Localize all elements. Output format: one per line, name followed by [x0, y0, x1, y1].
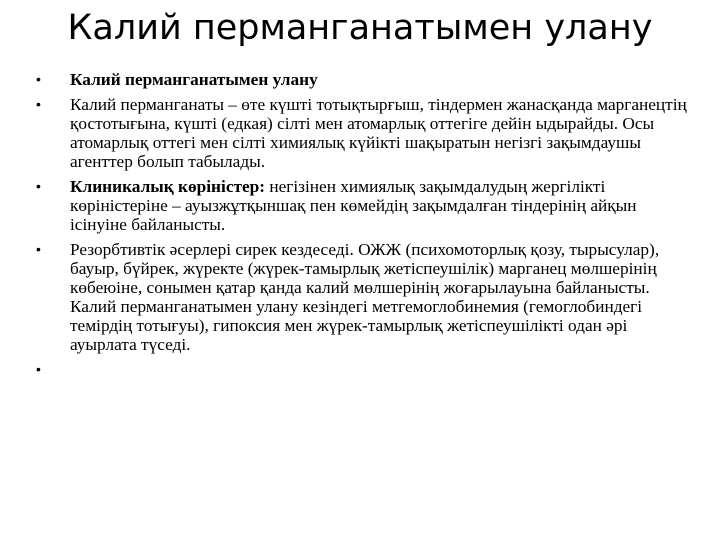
item-heading: Клиникалық көріністер: — [70, 177, 266, 196]
bullet-icon: • — [36, 361, 41, 377]
bullet-icon: • — [36, 96, 41, 112]
item-heading: Калий перманганатымен улану — [70, 70, 318, 89]
bullet-list — [36, 70, 691, 377]
list-item — [36, 240, 691, 354]
bullet-icon: • — [36, 178, 41, 194]
item-text: Резорбтивтік әсерлері сирек кездеседі. ОЖЖ (психомоторлық қозу, тырысулар), бауыр, бүйрек, жүректе (жүрек-тамырлық жетіспеушілік) марганец мөлшерінің көбеюіне, сонымен қатар қанда калий мөлшерінің жоғарылауына байланысты. Калий перманганатымен улану кезіндегі метгемоглобинемия (гемоглобиндегі темірдің тотығуы), гипоксия мен жүрек-тамырлық жетіспеушілікті одан әрі ауырлата түседі. — [70, 240, 660, 354]
bullet-icon: • — [36, 241, 41, 257]
slide-title: Калий перманганатымен улану — [67, 8, 653, 48]
list-item — [36, 177, 691, 234]
item-text: Калий перманганаты – өте күшті тотықтырғыш, тіндермен жанасқанда марганецтің қостотығына, күшті (едкая) сілті мен атомарлық оттегіге дейін ыдырайды. Осы атомарлық оттегі мен сілті химиялық күйікті шақыратын негізгі зақымдаушы агенттер болып табылады. — [70, 95, 687, 171]
list-item — [36, 95, 691, 171]
bullet-icon: • — [36, 71, 41, 87]
item-text: негізінен химиялық зақымдалудың жергілікті көріністеріне – ауызжұтқыншақ пен көмейдің зақымдалған тіндерінің айқын ісінуіне байланысты. — [70, 177, 637, 234]
list-item — [36, 70, 691, 89]
